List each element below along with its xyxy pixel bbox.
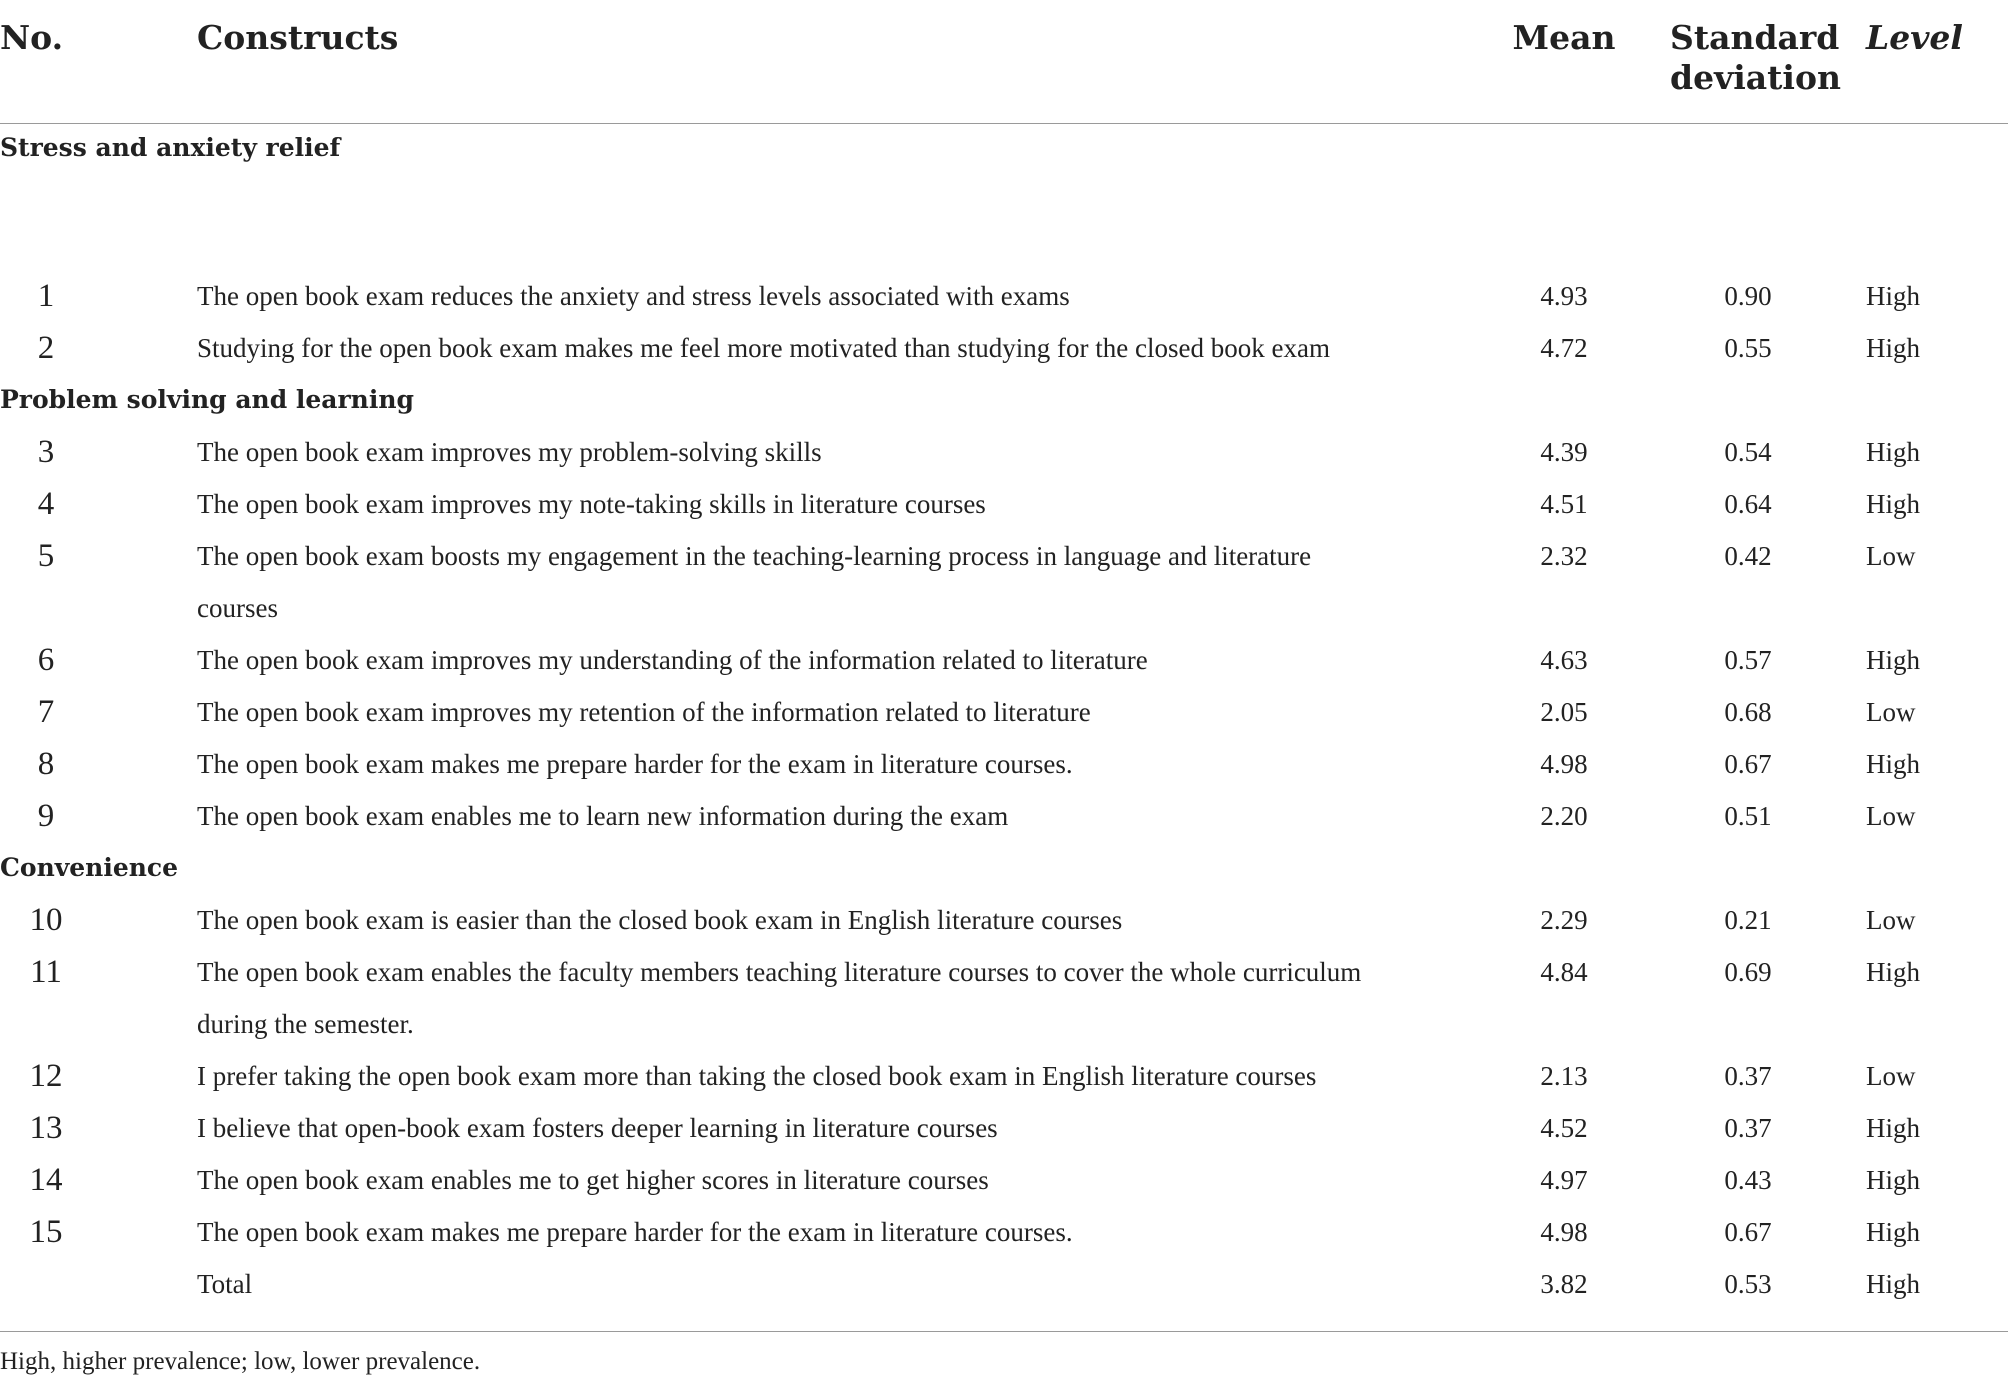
row-number: 8	[37, 746, 55, 782]
row-number: 1	[37, 278, 55, 314]
row-mean: 2.05	[1540, 697, 1588, 727]
row-construct: Studying for the open book exam makes me feel more motivated than studying for the closed book exam	[197, 333, 1330, 363]
row-level: Low	[1866, 541, 1916, 571]
total-sd: 0.53	[1724, 1269, 1772, 1299]
row-level: Low	[1866, 1061, 1916, 1091]
row-sd: 0.67	[1724, 1217, 1772, 1247]
row-sd: 0.55	[1724, 333, 1772, 363]
row-sd: 0.69	[1724, 957, 1772, 987]
header-level: Level	[1866, 18, 1963, 57]
row-construct-continuation: courses	[197, 593, 278, 623]
table-row	[0, 634, 2008, 686]
row-construct: I believe that open-book exam fosters deeper learning in literature courses	[197, 1113, 998, 1143]
row-construct: The open book exam improves my retention of the information related to literature	[197, 697, 1091, 727]
row-number: 6	[37, 642, 55, 678]
row-construct: The open book exam makes me prepare harder for the exam in literature courses.	[197, 1217, 1073, 1247]
row-sd: 0.67	[1724, 749, 1772, 779]
row-mean: 4.84	[1540, 957, 1588, 987]
table-row	[0, 894, 2008, 946]
row-mean: 4.72	[1540, 333, 1588, 363]
table-row	[0, 1050, 2008, 1102]
row-construct: The open book exam boosts my engagement in the teaching-learning process in language and literature	[197, 541, 1312, 571]
row-sd: 0.57	[1724, 645, 1772, 675]
row-level: High	[1866, 957, 1920, 987]
row-sd: 0.37	[1724, 1061, 1772, 1091]
row-number: 5	[37, 538, 55, 574]
row-mean: 4.97	[1540, 1165, 1588, 1195]
row-level: High	[1866, 749, 1920, 779]
row-construct: The open book exam enables the faculty members teaching literature courses to cover the whole curriculum	[197, 957, 1362, 987]
table-row	[0, 530, 2008, 582]
row-construct: The open book exam improves my note-taking skills in literature courses	[197, 489, 986, 519]
row-number: 14	[29, 1162, 63, 1198]
row-level: Low	[1866, 801, 1916, 831]
row-level: High	[1866, 645, 1920, 675]
total-row	[0, 1258, 2008, 1310]
header-standard-deviation	[1670, 18, 1841, 98]
header-no: No.	[0, 18, 64, 57]
row-construct: The open book exam makes me prepare harder for the exam in literature courses.	[197, 749, 1073, 779]
row-level: Low	[1866, 905, 1916, 935]
table-row	[0, 738, 2008, 790]
row-level: High	[1866, 1113, 1920, 1143]
row-construct: The open book exam enables me to learn new information during the exam	[197, 801, 1009, 831]
row-construct: The open book exam enables me to get higher scores in literature courses	[197, 1165, 989, 1195]
row-sd: 0.51	[1724, 801, 1772, 831]
row-sd: 0.21	[1724, 905, 1772, 935]
row-level: High	[1866, 281, 1920, 311]
row-mean: 2.13	[1540, 1061, 1588, 1091]
row-mean: 4.93	[1540, 281, 1588, 311]
row-number: 2	[37, 330, 55, 366]
row-construct-continuation: during the semester.	[197, 1009, 414, 1039]
row-sd: 0.54	[1724, 437, 1772, 467]
section-title: Convenience	[0, 853, 179, 882]
row-number: 3	[37, 434, 55, 470]
row-sd: 0.90	[1724, 281, 1772, 311]
row-mean: 4.63	[1540, 645, 1588, 675]
row-mean: 4.51	[1540, 489, 1588, 519]
footer-rule	[0, 1331, 2008, 1332]
row-mean: 2.29	[1540, 905, 1588, 935]
row-sd: 0.37	[1724, 1113, 1772, 1143]
row-number: 10	[29, 902, 63, 938]
header-sd-line1: Standard	[1670, 18, 1840, 57]
row-number: 15	[29, 1214, 63, 1250]
table-row	[0, 478, 2008, 530]
table-row	[0, 1206, 2008, 1258]
row-number: 4	[37, 486, 55, 522]
row-sd: 0.43	[1724, 1165, 1772, 1195]
row-mean: 2.32	[1540, 541, 1588, 571]
row-number: 13	[29, 1110, 63, 1146]
row-sd: 0.42	[1724, 541, 1772, 571]
row-construct: The open book exam is easier than the closed book exam in English literature courses	[197, 905, 1123, 935]
row-construct: The open book exam improves my problem-solving skills	[197, 437, 822, 467]
row-construct: The open book exam reduces the anxiety and stress levels associated with exams	[197, 281, 1070, 311]
row-mean: 2.20	[1540, 801, 1588, 831]
section-title: Stress and anxiety relief	[0, 133, 341, 162]
table-row	[0, 686, 2008, 738]
section-title: Problem solving and learning	[0, 385, 414, 414]
row-level: High	[1866, 333, 1920, 363]
row-level: High	[1866, 1217, 1920, 1247]
row-sd: 0.64	[1724, 489, 1772, 519]
row-construct: The open book exam improves my understanding of the information related to literature	[197, 645, 1148, 675]
table-footnote: High, higher prevalence; low, lower prevalence.	[0, 1348, 481, 1375]
table-row	[0, 322, 2008, 374]
row-level: High	[1866, 1165, 1920, 1195]
row-mean: 4.98	[1540, 749, 1588, 779]
row-sd: 0.68	[1724, 697, 1772, 727]
table-row	[0, 1154, 2008, 1206]
table-row	[0, 270, 2008, 322]
row-mean: 4.98	[1540, 1217, 1588, 1247]
row-level: High	[1866, 437, 1920, 467]
row-number: 11	[30, 954, 62, 990]
row-mean: 4.39	[1540, 437, 1588, 467]
total-mean: 3.82	[1540, 1269, 1588, 1299]
header-mean: Mean	[1512, 18, 1616, 57]
table-row	[0, 1102, 2008, 1154]
row-number: 9	[37, 798, 55, 834]
row-level: High	[1866, 489, 1920, 519]
row-number: 12	[29, 1058, 63, 1094]
header-sd-line2: deviation	[1670, 58, 1841, 97]
row-number: 7	[37, 694, 55, 730]
table-row	[0, 790, 2008, 842]
table-row	[0, 946, 2008, 998]
total-level: High	[1866, 1269, 1920, 1299]
row-level: Low	[1866, 697, 1916, 727]
table-row	[0, 426, 2008, 478]
header-constructs: Constructs	[197, 18, 399, 57]
total-label: Total	[197, 1269, 253, 1299]
row-mean: 4.52	[1540, 1113, 1588, 1143]
row-construct: I prefer taking the open book exam more than taking the closed book exam in English literature courses	[197, 1061, 1317, 1091]
